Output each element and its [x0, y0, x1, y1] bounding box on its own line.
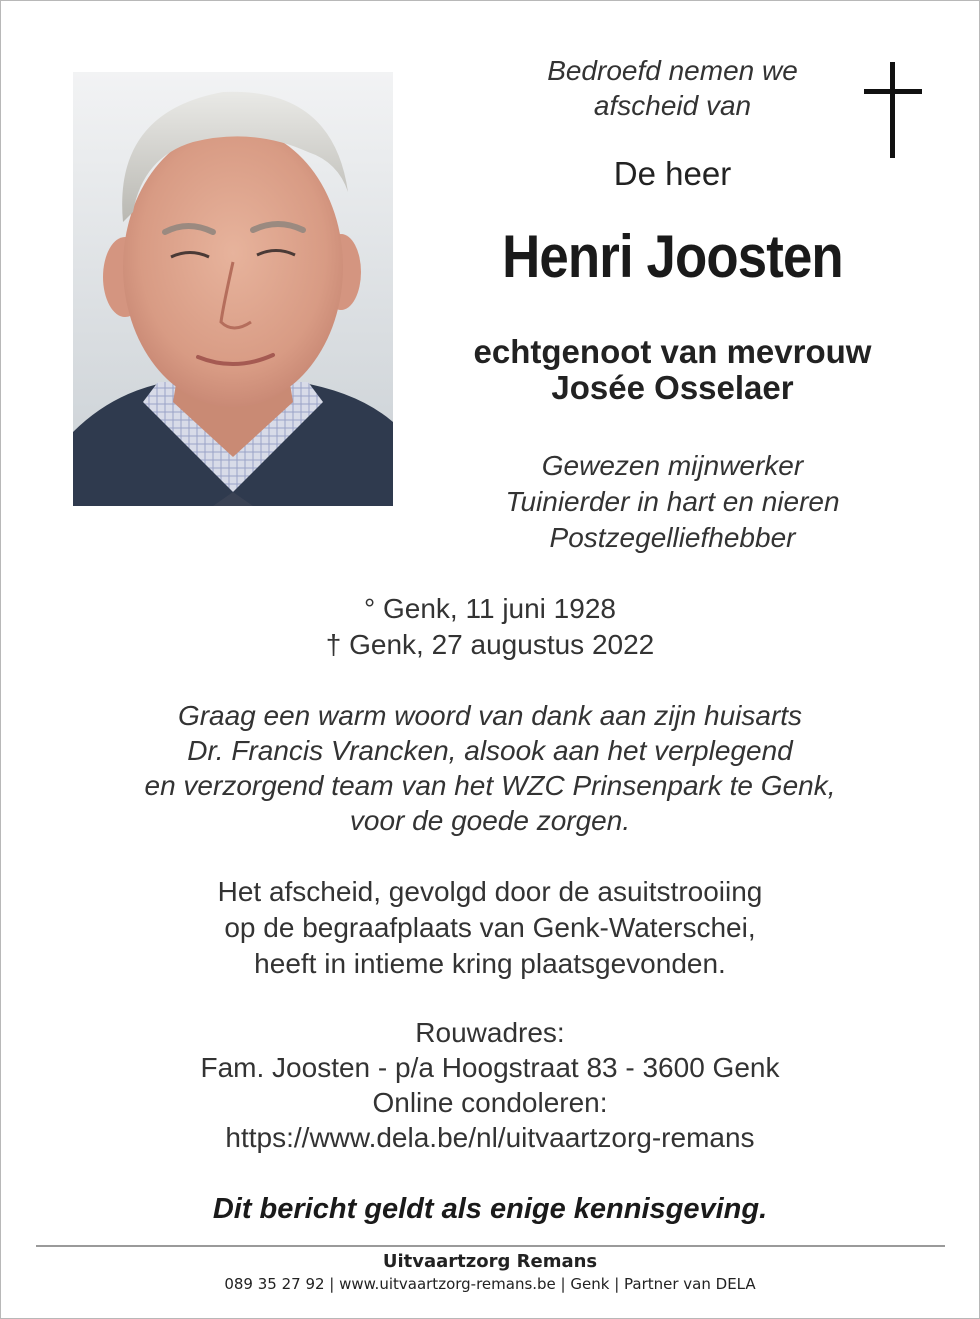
address-block: Rouwadres: Fam. Joosten - p/a Hoogstraat 83 - 3600 Genk Online condoleren: https://www.dela.be/nl/uitvaartzorg-remans [0, 1015, 980, 1155]
condolence-link[interactable]: https://www.dela.be/nl/uitvaartzorg-remans [225, 1122, 755, 1153]
birth-date: ° Genk, 11 juni 1928 [364, 593, 616, 624]
deceased-name: Henri Joosten [502, 223, 843, 290]
spouse-text: echtgenoot van mevrouw Josée Osselaer [473, 333, 872, 406]
footer-divider [36, 1245, 945, 1247]
farewell-text: Het afscheid, gevolgd door de asuitstrooiing op de begraafplaats van Genk-Waterschei, heeft in intieme kring plaatsgevonden. [217, 876, 763, 979]
intro-text: Bedroefd nemen we afscheid van [547, 55, 798, 121]
portrait-photo [73, 72, 393, 506]
death-date: † Genk, 27 augustus 2022 [325, 629, 655, 660]
thanks-text: Graag een warm woord van dank aan zijn huisarts Dr. Francis Vrancken, alsook aan het verplegend en verzorgend team van het WZC Prinsenpark te Genk, voor de goede zorgen. [144, 700, 836, 836]
honorific: De heer [613, 155, 732, 192]
footer-details: 089 35 27 92 | www.uitvaartzorg-remans.be | Genk | Partner van DELA [224, 1275, 756, 1293]
notice-text: Dit bericht geldt als enige kennisgeving. [212, 1193, 768, 1225]
birth-death-dates [0, 591, 980, 663]
description: Gewezen mijnwerker Tuinierder in hart en nieren Postzegelliefhebber [505, 450, 840, 553]
footer-company: Uitvaartzorg Remans [382, 1251, 598, 1272]
